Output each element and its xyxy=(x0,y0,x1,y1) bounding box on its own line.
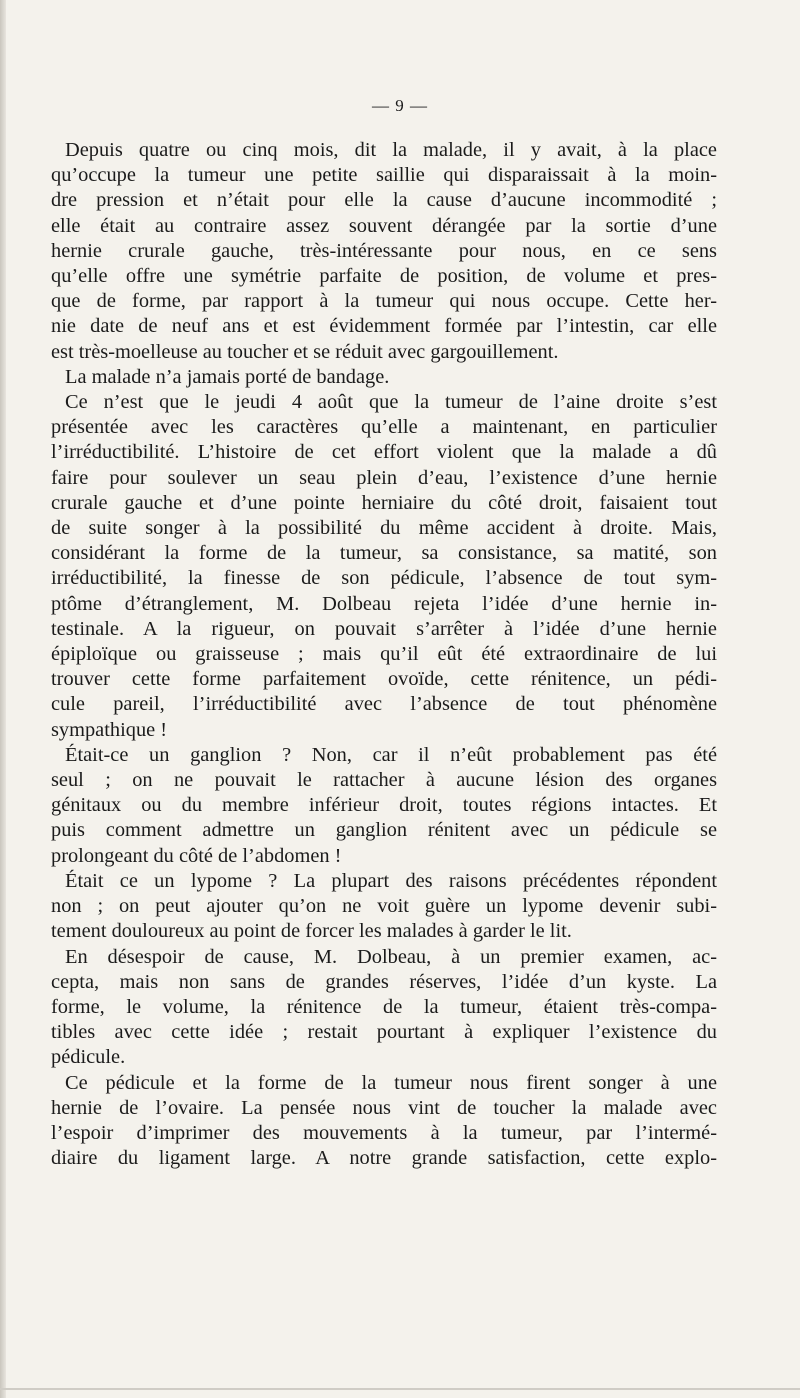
text-line: sympathique ! xyxy=(51,718,168,741)
text-line: irréductibilité, la finesse de son pédicule, l’absence de tout sym- xyxy=(51,567,717,590)
text-line: Depuis quatre ou cinq mois, dit la malade, il y avait, à la place xyxy=(65,139,717,161)
text-line: cule pareil, l’irréductibilité avec l’absence de tout phénomène xyxy=(51,693,717,716)
text-line: tibles avec cette idée ; restait pourtant à expliquer l’existence du xyxy=(51,1021,717,1044)
text-line: Ce n’est que le jeudi 4 août que la tumeur de l’aine droite s’est xyxy=(65,391,717,414)
text-line: La malade n’a jamais porté de bandage. xyxy=(65,365,390,388)
text-line: hernie crurale gauche, très-intéressante pour nous, en ce sens xyxy=(51,239,717,262)
text-line: pédicule. xyxy=(51,1046,126,1069)
text-line: ptôme d’étranglement, M. Dolbeau rejeta l’idée d’une hernie in- xyxy=(51,592,717,615)
text-line: faire pour soulever un seau plein d’eau, l’existence d’une hernie xyxy=(51,466,717,489)
text-line: elle était au contraire assez souvent dérangée par la sortie d’une xyxy=(51,214,717,237)
text-line: hernie de l’ovaire. La pensée nous vint de toucher la malade avec xyxy=(51,1096,717,1119)
text-line: cepta, mais non sans de grandes réserves, l’idée d’un kyste. La xyxy=(51,970,717,993)
text-line: génitaux ou du membre inférieur droit, toutes régions intactes. Et xyxy=(51,794,717,817)
text-line: Ce pédicule et la forme de la tumeur nous firent songer à une xyxy=(65,1071,717,1094)
text-line: tement douloureux au point de forcer les malades à garder le lit. xyxy=(51,920,572,943)
text-line: Était ce un lypome ? La plupart des raisons précédentes répondent xyxy=(65,869,717,892)
text-line: non ; on peut ajouter qu’on ne voit guère un lypome devenir subi- xyxy=(51,895,717,918)
text-line: l’espoir d’imprimer des mouvements à la tumeur, par l’intermé- xyxy=(51,1121,717,1144)
page-bottom-edge xyxy=(0,1388,800,1390)
page-edge-shadow xyxy=(0,0,6,1398)
text-line: nie date de neuf ans et est évidemment formée par l’intestin, car elle xyxy=(51,315,717,338)
text-line: puis comment admettre un ganglion rénitent avec un pédicule se xyxy=(51,819,717,842)
text-line: qu’occupe la tumeur une petite saillie qui disparaissait à la moin- xyxy=(51,164,717,187)
text-line: de suite songer à la possibilité du même accident à droite. Mais, xyxy=(51,517,717,540)
text-line: forme, le volume, la rénitence de la tumeur, étaient très-compa- xyxy=(51,995,717,1018)
text-line: trouver cette forme parfaitement ovoïde, cette rénitence, un pédi- xyxy=(51,668,717,691)
text-line: Était-ce un ganglion ? Non, car il n’eût probablement pas été xyxy=(65,743,717,766)
text-line: présentée avec les caractères qu’elle a maintenant, en particulier xyxy=(51,416,717,439)
text-line: prolongeant du côté de l’abdomen ! xyxy=(51,844,342,867)
body-text xyxy=(51,138,717,1171)
text-line: diaire du ligament large. A notre grande satisfaction, cette explo- xyxy=(51,1147,717,1170)
text-line: testinale. A la rigueur, on pouvait s’arrêter à l’idée d’une hernie xyxy=(51,617,717,640)
text-line: considérant la forme de la tumeur, sa consistance, sa matité, son xyxy=(51,542,717,565)
text-line: qu’elle offre une symétrie parfaite de position, de volume et pres- xyxy=(51,265,717,288)
text-line: épiploïque ou graisseuse ; mais qu’il eût été extraordinaire de lui xyxy=(51,643,717,666)
text-line: seul ; on ne pouvait le rattacher à aucune lésion des organes xyxy=(51,769,717,792)
text-line: En désespoir de cause, M. Dolbeau, à un premier examen, ac- xyxy=(65,945,717,968)
text-line: l’irréductibilité. L’histoire de cet effort violent que la malade a dû xyxy=(51,441,717,464)
text-line: dre pression et n’était pour elle la cause d’aucune incommodité ; xyxy=(51,189,717,212)
text-line: que de forme, par rapport à la tumeur qui nous occupe. Cette her- xyxy=(51,290,717,313)
text-line: crurale gauche et d’une pointe herniaire du côté droit, faisaient tout xyxy=(51,491,717,514)
text-line: est très-moelleuse au toucher et se réduit avec gargouillement. xyxy=(51,340,559,363)
page-number: — 9 — xyxy=(372,96,428,115)
